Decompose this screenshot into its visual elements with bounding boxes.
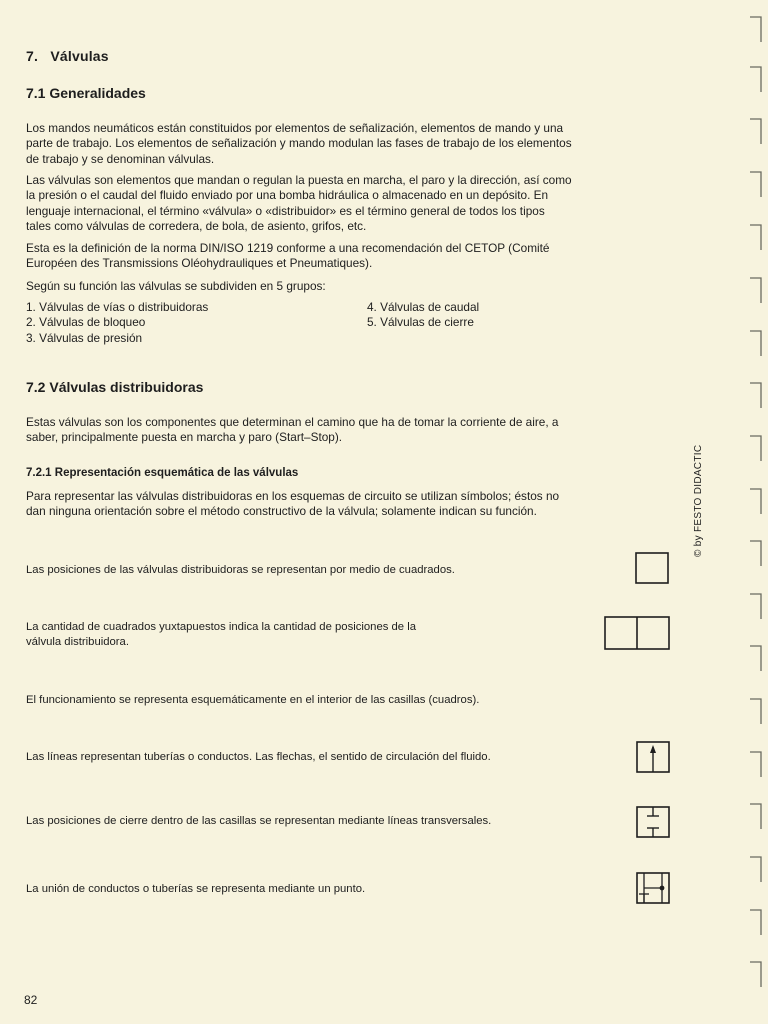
edge-tab-mark xyxy=(734,275,768,305)
page-number: 82 xyxy=(24,993,38,1007)
edge-tab-mark xyxy=(734,696,768,726)
list-item: 4. Válvulas de caudal xyxy=(367,300,480,314)
edge-tab-mark xyxy=(734,486,768,516)
edge-tab-mark xyxy=(734,854,768,884)
figure-caption-closed-positions: Las posiciones de cierre dentro de las casillas se representan mediante líneas transversales. xyxy=(26,815,492,827)
text-line: válvula distribuidora. xyxy=(26,636,129,648)
edge-tab-mark xyxy=(734,749,768,779)
text-line: La cantidad de cuadrados yuxtapuestos indica la cantidad de posiciones de la xyxy=(26,621,417,633)
closed-ports-icon xyxy=(636,806,670,838)
edge-tab-mark xyxy=(734,433,768,463)
section-number: 7. xyxy=(26,48,39,64)
edge-tab-mark xyxy=(734,801,768,831)
list-item: 2. Válvulas de bloqueo xyxy=(26,315,146,330)
subsection-title-7-1: 7.1 Generalidades xyxy=(26,85,146,101)
section-title: Válvulas xyxy=(50,48,109,64)
junction-point-icon xyxy=(636,872,670,904)
paragraph-distribuidoras xyxy=(26,415,672,446)
edge-tab-mark xyxy=(734,14,768,44)
edge-tab-mark xyxy=(734,643,768,673)
copyright-notice: © by FESTO DIDACTIC xyxy=(693,444,704,557)
text-line: saber, principalmente puesta en marcha y paro (Start–Stop). xyxy=(26,430,343,445)
edge-tab-mark xyxy=(734,907,768,937)
figure-caption-lines-arrows: Las líneas representan tuberías o conductos. Las flechas, el sentido de circulación del fluido. xyxy=(26,751,491,763)
single-square-icon xyxy=(635,552,669,584)
section-heading xyxy=(26,48,109,64)
valve-groups-left-column xyxy=(26,300,208,346)
text-line: Los mandos neumáticos están constituidos por elementos de señalización, elementos de mando y una xyxy=(26,121,564,135)
figure-caption-squares: Las posiciones de las válvulas distribuidoras se representan por medio de cuadrados. xyxy=(26,564,455,576)
paragraph-generalidades-3 xyxy=(26,241,672,272)
paragraph-generalidades-2 xyxy=(26,173,672,234)
subsubsection-title-7-2-1: 7.2.1 Representación esquemática de las válvulas xyxy=(26,467,299,479)
text-line: lenguaje internacional, el término «válvula» o «distribuidor» es el término general de todos los tipos xyxy=(26,203,545,218)
edge-tab-mark xyxy=(734,116,768,146)
two-squares-icon xyxy=(604,616,670,650)
text-line: dan ninguna orientación sobre el método constructivo de la válvula; solamente indican su función. xyxy=(26,504,537,519)
text-line: Las válvulas son elementos que mandan o regulan la puesta en marcha, el paro y la dirección, así como xyxy=(26,173,572,187)
edge-tab-mark xyxy=(734,591,768,621)
paragraph-generalidades-4: Según su función las válvulas se subdividen en 5 grupos: xyxy=(26,279,326,293)
edge-tab-mark xyxy=(734,959,768,989)
figure-caption-function: El funcionamiento se representa esquemáticamente en el interior de las casillas (cuadros). xyxy=(26,694,480,706)
text-line: parte de trabajo. Los elementos de señalización y mando modulan las fases de trabajo de los elementos xyxy=(26,136,572,151)
edge-tab-mark xyxy=(734,169,768,199)
text-line: Estas válvulas son los componentes que determinan el camino que ha de tomar la corriente de aire, a xyxy=(26,415,559,429)
text-line: de trabajo y se denominan válvulas. xyxy=(26,151,215,166)
edge-tab-mark xyxy=(734,380,768,410)
text-line: Européen des Transmissions Oléohydrauliques et Pneumatiques). xyxy=(26,256,373,271)
list-item: 5. Válvulas de cierre xyxy=(367,315,474,330)
flow-arrow-icon xyxy=(636,741,670,773)
figure-caption-positions xyxy=(26,620,416,650)
text-line: la presión o el caudal del fluido enviado por una bomba hidráulica o almacenado en un depósito. En xyxy=(26,188,549,203)
valve-groups-right-column xyxy=(367,300,479,331)
text-line: Para representar las válvulas distribuidoras en los esquemas de circuito se utilizan símbolos; éstos no xyxy=(26,489,560,503)
edge-tab-mark xyxy=(734,64,768,94)
paragraph-representacion xyxy=(26,489,672,520)
text-line: Esta es la definición de la norma DIN/ISO 1219 conforme a una recomendación del CETOP (Comité xyxy=(26,241,550,255)
text-line: tales como válvulas de corredera, de bola, de asiento, grifos, etc. xyxy=(26,218,367,233)
list-item: 3. Válvulas de presión xyxy=(26,330,143,345)
figure-caption-junction: La unión de conductos o tuberías se representa mediante un punto. xyxy=(26,883,366,895)
edge-tab-mark xyxy=(734,222,768,252)
edge-tab-mark xyxy=(734,328,768,358)
edge-tab-mark xyxy=(734,538,768,568)
paragraph-generalidades-1 xyxy=(26,121,672,167)
list-item: 1. Válvulas de vías o distribuidoras xyxy=(26,300,209,314)
subsection-title-7-2: 7.2 Válvulas distribuidoras xyxy=(26,379,204,395)
